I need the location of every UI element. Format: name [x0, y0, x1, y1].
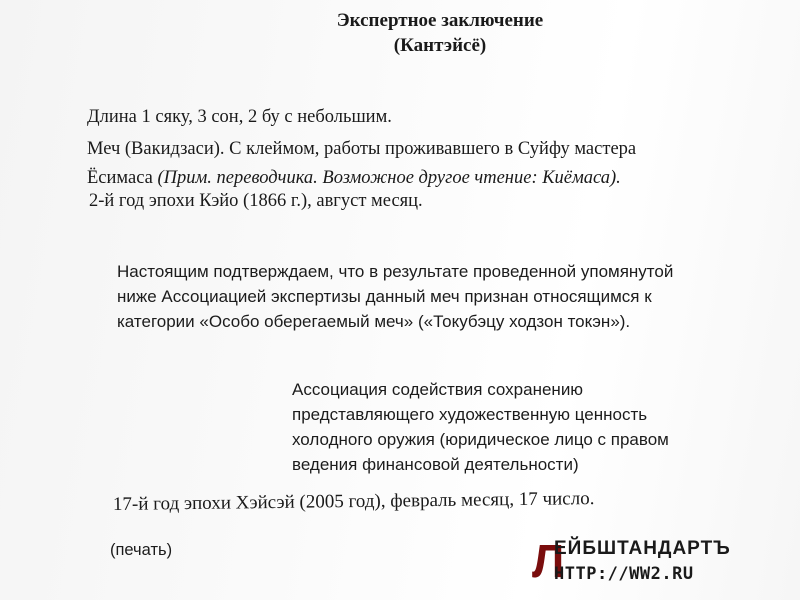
association-line: ведения финансовой деятельности): [292, 455, 579, 474]
watermark-brand: ЕЙБШТАНДАРТЪ: [554, 538, 731, 559]
association-block: [292, 377, 669, 477]
confirmation-line: ниже Ассоциацией экспертизы данный меч признан относящимся к: [117, 287, 652, 306]
document-subtitle: (Кантэйсё): [393, 35, 487, 56]
document-date: 17-й год эпохи Хэйсэй (2005 год), февраль месяц, 17 число.: [112, 488, 595, 515]
master-name: Ёсимаса: [87, 168, 158, 188]
master-line: [87, 168, 621, 189]
watermark-url: HTTP://WW2.RU: [554, 564, 694, 584]
confirmation-line: категории «Особо оберегаемый меч» («Токубэцу ходзон токэн»).: [117, 312, 631, 331]
association-line: холодного оружия (юридическое лицо с правом: [292, 430, 669, 449]
document-title: Экспертное заключение: [336, 10, 544, 31]
confirmation-line: Настоящим подтверждаем, что в результате проведенной упомянутой: [117, 262, 674, 281]
length-line: Длина 1 сяку, 3 сон, 2 бу с небольшим.: [87, 107, 392, 127]
confirmation-paragraph: [117, 259, 673, 334]
association-line: Ассоциация содействия сохранению: [292, 380, 584, 399]
era-line: 2-й год эпохи Кэйо (1866 г.), август месяц.: [89, 191, 423, 211]
sword-line: Меч (Вакидзаси). С клеймом, работы проживавшего в Суйфу мастера: [87, 139, 637, 159]
association-line: представляющего художественную ценность: [292, 405, 648, 424]
stamp-label: (печать): [110, 541, 173, 559]
watermark-logo-icon: Л: [532, 535, 565, 587]
translator-note: (Прим. переводчика. Возможное другое чтение: Киёмаса).: [157, 168, 621, 188]
watermark: [532, 532, 782, 592]
